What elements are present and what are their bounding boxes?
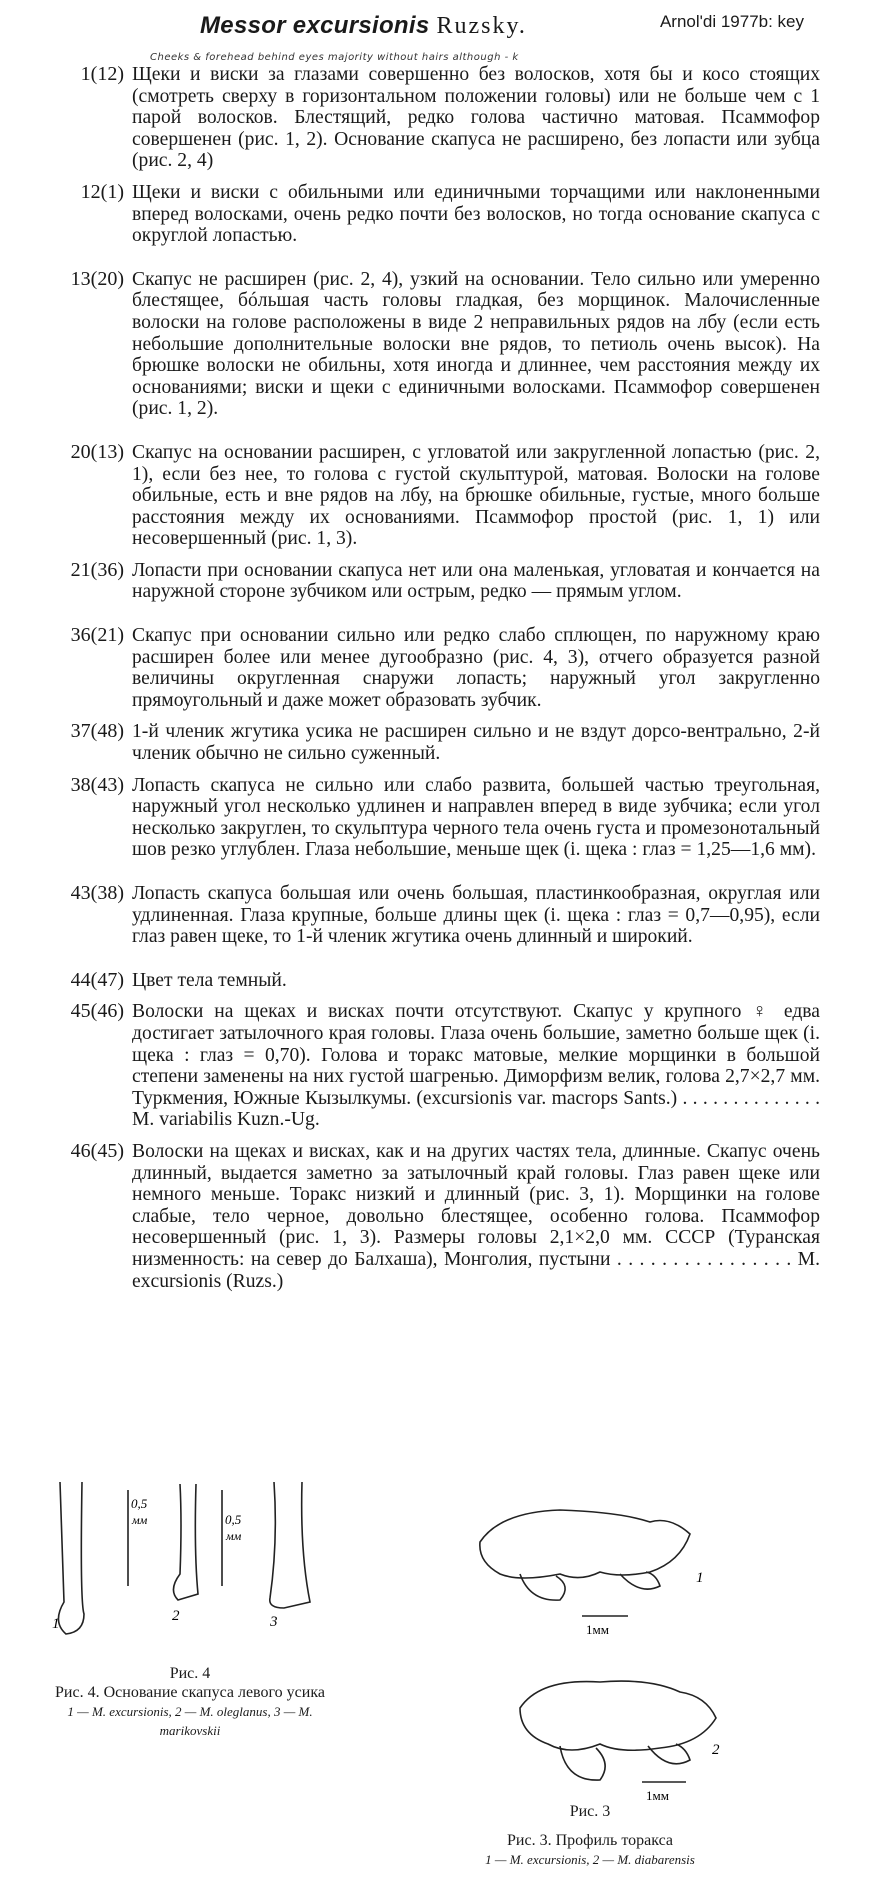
page-title — [200, 12, 527, 40]
couplet — [40, 970, 820, 992]
fig3-thorax-2 — [520, 1681, 716, 1750]
fig3-scale-2: 1мм — [646, 1788, 669, 1803]
couplet — [40, 883, 820, 948]
couplet — [40, 1141, 820, 1292]
couplet-number: 46(45) — [70, 1139, 124, 1162]
couplet — [40, 721, 820, 764]
handwritten-line-1: Cheeks & forehead behind eyes majority without hairs although - k — [150, 52, 519, 63]
fig4-scale-2-unit: мм — [226, 1529, 242, 1543]
couplet — [40, 64, 820, 172]
couplet-number: 38(43) — [70, 773, 124, 796]
couplet-number: 20(13) — [70, 440, 124, 463]
title-author: Ruzsky. — [436, 13, 527, 39]
fig4-scale-1-unit: мм — [132, 1513, 148, 1527]
fig3-short-caption: Рис. 3 — [569, 1803, 611, 1820]
couplet-text: Цвет тела темный. — [132, 969, 287, 991]
couplet-number: 36(21) — [70, 624, 124, 647]
figures — [0, 1482, 882, 1890]
fig3-caption-block — [440, 1802, 740, 1869]
couplet — [40, 182, 820, 247]
couplet-text: Скапус при основании сильно или редко слабо сплющен, по наружному краю расширен более или менее дугообразно (рис. 4, 3), отчего образуется разной величины округленная снаружи лопасть; наружный угол закругленно прямоугольный и даже может образовать зубчик. — [132, 625, 820, 711]
fig4-scale-1-value: 0,5 — [131, 1496, 148, 1511]
couplet — [40, 1001, 820, 1131]
fig3-label-2: 2 — [712, 1742, 720, 1758]
couplet-number: 37(48) — [70, 720, 124, 743]
key-couplets — [40, 64, 820, 1302]
fig4-drawings — [58, 1482, 310, 1634]
fig3-caption: Рис. 3. Профиль торакса — [507, 1832, 673, 1849]
couplet-text: Лопасти при основании скапуса нет или она маленькая, угловатая и кончается на наружной стороне зубчиком или острым, редко — прямым углом. — [132, 559, 820, 603]
couplet-text: Лопасть скапуса не сильно или слабо развита, большей частью треугольная, наружный угол несколько удлинен и направлен вперед в виде зубчика; если угол несколько закруглен, то скульптура черного тела очень густа и промезонотальный шов резко углублен. Глаза небольшие, меньше щек (i. щека : глаз = 1,25—1,6 мм). — [132, 774, 820, 861]
fig3-leg-2a — [560, 1746, 605, 1780]
fig3-legend: 1 — M. excursionis, 2 — M. diabarensis — [485, 1852, 695, 1867]
couplet — [40, 625, 820, 711]
couplet — [40, 560, 820, 603]
fig4-scape-1 — [58, 1482, 84, 1634]
fig4-caption: Рис. 4. Основание скапуса левого усика — [55, 1684, 325, 1701]
fig3-thorax-1 — [480, 1510, 690, 1578]
couplet-text: Скапус не расширен (рис. 2, 4), узкий на основании. Тело сильно или умеренно блестящее, бóльшая часть головы гладкая, без морщинок. Малочисленные волоски на голове расположены в виде 2 неправильных рядов на лбу (если есть небольшие дополнительные волоски вне рядов, то петиоль очень высок). На брюшке волоски не обильны, хотя иногда и длиннее, чем расстояния между их основаниями; виски и щеки с единичными волосками. Псаммофор совершенен (рис. 1, 2). — [132, 268, 820, 420]
couplet-text: Щеки и виски за глазами совершенно без волосков, хотя бы и косо стоящих (смотреть сверху в горизонтальном положении головы) или не больше чем с 1 парой волосков. Блестящий, редко голова частично матовая. Псаммофор совершенен (рис. 1, 2). Основание скапуса не расширено, без лопасти или зубца (рис. 2, 4) — [132, 64, 820, 172]
title-genus: Messor excursionis — [200, 12, 430, 39]
couplet — [40, 775, 820, 861]
fig3-scale-1: 1мм — [586, 1622, 609, 1637]
fig4-label-1: 1 — [52, 1616, 60, 1632]
couplet-text: Лопасть скапуса большая или очень большая, пластинкообразная, округлая или удлиненная. Глаза крупные, больше длины щек (i. щека : глаз = 0,7—0,95), если глаз равен щеке, то 1-й членик жгутика очень длинный и широкий. — [132, 883, 820, 948]
fig4-caption-block — [40, 1664, 340, 1740]
fig4-scape-3 — [270, 1482, 310, 1608]
couplet-number: 43(38) — [70, 882, 124, 904]
fig4-scape-2 — [173, 1484, 198, 1600]
fig3-drawings — [480, 1510, 716, 1782]
fig4-label-2: 2 — [172, 1608, 180, 1624]
couplet — [40, 442, 820, 550]
couplet-number: 12(1) — [80, 180, 124, 203]
fig4-short-caption: Рис. 4 — [169, 1665, 211, 1682]
couplet-text: Скапус на основании расширен, с угловатой или закругленной лопастью (рис. 2, 1), если без нее, то голова с густой скульптурой, матовая. Волоски на голове обильные, есть и вне рядов на лбу, на брюшке обильные, густые, много больше расстояния между их основаниями. Псаммофор простой (рис. 1, 1) или несовершенный (рис. 1, 3). — [132, 441, 820, 550]
fig4-label-3: 3 — [270, 1614, 278, 1630]
couplet-number: 21(36) — [70, 558, 124, 581]
couplet-text: Волоски на щеках и висках почти отсутствуют. Скапус у крупного ♀ едва достигает затылочного края головы. Глаза очень большие, заметно больше щек (i. щека : глаз = 0,70). Голова и торакс матовые, мелкие морщинки в большой степени заменены на них густой шагренью. Диморфизм велик, голова 2,7×2,7 мм. Туркмения, Южные Кызылкумы. (excursionis var. macrops Sants.) . . . . . . . . . . . . . . M. variabilis Kuzn.-Ug. — [132, 1001, 820, 1131]
couplet-text: 1-й членик жгутика усика не расширен сильно и не вздут дорсо-вентрально, 2-й членик обычно не сильно суженный. — [132, 721, 820, 765]
couplet-text: Волоски на щеках и висках, как и на других частях тела, длинные. Скапус очень длинный, выдается заметно за затылочный край головы. Глаз равен щеке или немного меньше. Торакс низкий и длинный (рис. 3, 1). Морщинки на голове слабые, тело черное, довольно блестящее, особенно голова. Псаммофор несовершенный (рис. 1, 3). Размеры головы 2,1×2,0 мм. СССР (Туранская низменность: на север до Балхаша), Монголия, пустыни . . . . . . . . . . . . . . . . M. excursionis (Ruzs.) — [132, 1140, 820, 1292]
fig4-scale-2-value: 0,5 — [225, 1512, 242, 1527]
couplet — [40, 269, 820, 420]
source-note: Arnol'di 1977b: key — [659, 12, 804, 31]
couplet-number: 45(46) — [70, 1000, 124, 1023]
couplet-number: 1(12) — [80, 63, 124, 85]
couplet-number: 44(47) — [70, 968, 124, 991]
couplet-text: Щеки и виски с обильными или единичными торчащими или наклоненными вперед волосками, очень редко почти без волосков, но тогда основание скапуса с округлой лопастью. — [132, 181, 820, 247]
fig4-legend: 1 — M. excursionis, 2 — M. oleglanus, 3 — M. marikovskii — [67, 1704, 313, 1738]
handwritten-annotation — [150, 52, 840, 63]
couplet-number: 13(20) — [70, 267, 124, 290]
fig3-label-1: 1 — [696, 1570, 704, 1586]
page-header — [0, 8, 882, 48]
